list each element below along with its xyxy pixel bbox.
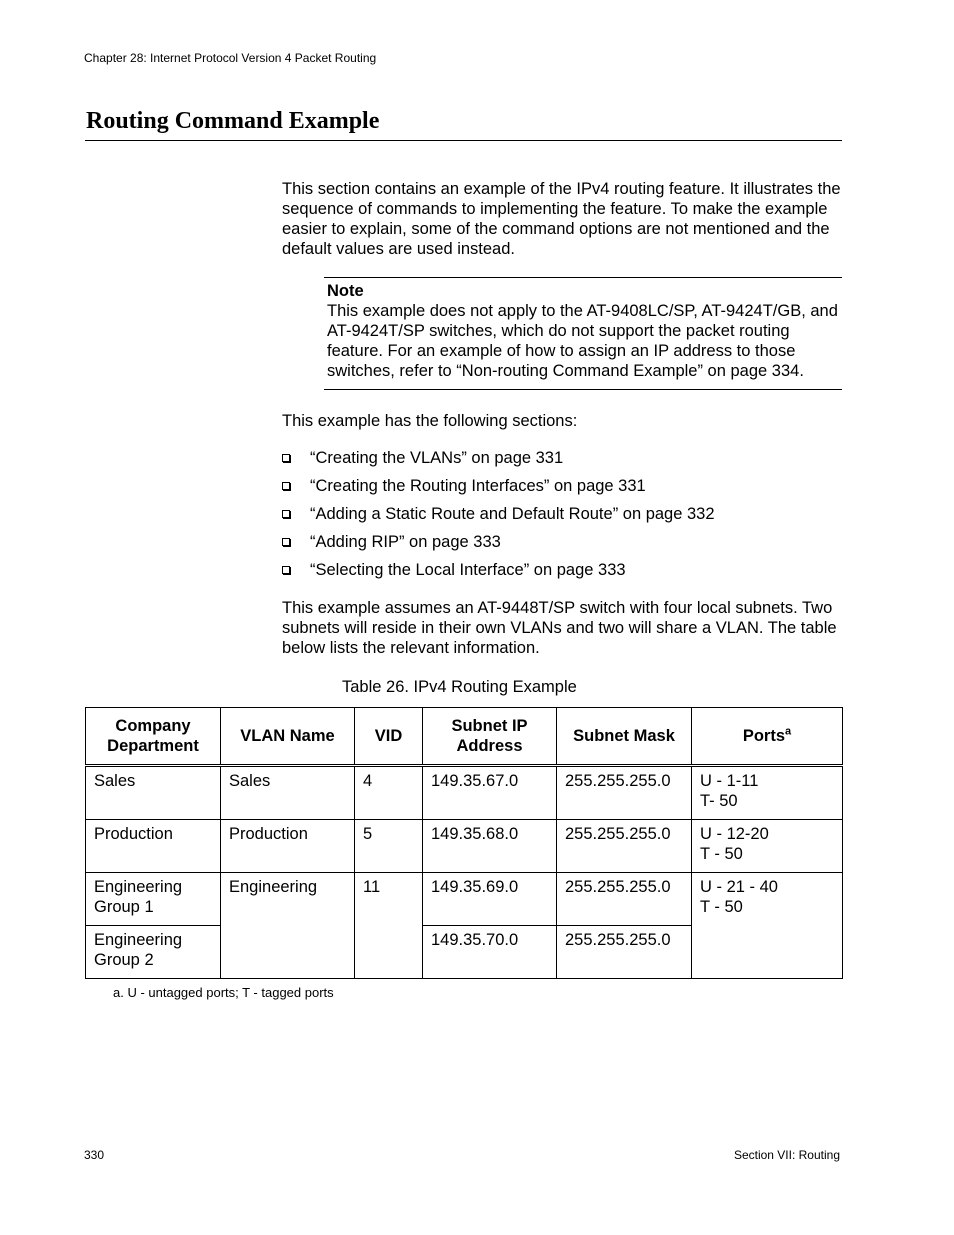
table-header-row [86, 708, 843, 766]
table-row [86, 820, 843, 873]
table-caption: Table 26. IPv4 Routing Example [342, 678, 577, 696]
list-item-text[interactable]: “Creating the Routing Interfaces” on page 331 [310, 477, 646, 495]
running-header: Chapter 28: Internet Protocol Version 4 Packet Routing [84, 51, 377, 65]
cell-ports: U - 1-11 T- 50 [692, 766, 843, 820]
checkbox-bullet-icon [282, 454, 290, 462]
header-ports [692, 708, 843, 766]
list-item [282, 476, 715, 504]
header-subnet-mask: Subnet Mask [557, 708, 692, 766]
table-row [86, 766, 843, 820]
header-vid: VID [355, 708, 423, 766]
table-footnote: a. U - untagged ports; T - tagged ports [113, 985, 334, 1000]
assumption-paragraph: This example assumes an AT-9448T/SP switch with four local subnets. Two subnets will reside in their own VLANs and two will share a VLAN. The table below lists the relevant information. [282, 599, 837, 657]
cell-subnet-mask: 255.255.255.0 [557, 926, 692, 979]
routing-table [85, 707, 843, 979]
header-vlan-name: VLAN Name [221, 708, 355, 766]
running-footer: Section VII: Routing [733, 1148, 840, 1162]
list-item [282, 560, 715, 588]
footnote-marker: a [785, 725, 792, 738]
cell-subnet-mask: 255.255.255.0 [557, 766, 692, 820]
sections-list [282, 448, 715, 588]
list-item-text[interactable]: “Creating the VLANs” on page 331 [310, 449, 564, 467]
list-item-text[interactable]: “Adding RIP” on page 333 [310, 533, 501, 551]
checkbox-bullet-icon [282, 510, 290, 518]
cell-subnet-mask: 255.255.255.0 [557, 873, 692, 926]
cell-department: Engineering Group 1 [86, 873, 221, 926]
cell-department: Production [86, 820, 221, 873]
checkbox-bullet-icon [282, 482, 290, 490]
cell-ports: U - 21 - 40 T - 50 [692, 873, 843, 979]
checkbox-bullet-icon [282, 566, 290, 574]
cell-vlan-name: Production [221, 820, 355, 873]
cell-ports: U - 12-20 T - 50 [692, 820, 843, 873]
checkbox-bullet-icon [282, 538, 290, 546]
cell-department: Engineering Group 2 [86, 926, 221, 979]
header-ports-label: Ports [742, 727, 786, 745]
cell-vid: 11 [355, 873, 423, 979]
cell-vid: 5 [355, 820, 423, 873]
list-item-text[interactable]: “Selecting the Local Interface” on page 333 [310, 561, 626, 579]
title-rule [85, 140, 842, 141]
cell-subnet-ip: 149.35.68.0 [423, 820, 557, 873]
section-title: Routing Command Example [86, 108, 380, 134]
cell-subnet-mask: 255.255.255.0 [557, 820, 692, 873]
list-item-text[interactable]: “Adding a Static Route and Default Route” on page 332 [310, 505, 715, 523]
header-department: Company Department [86, 708, 221, 766]
intro-paragraph: This section contains an example of the IPv4 routing feature. It illustrates the sequence of commands to implementing the feature. To make the example easier to explain, some of the command options are not mentioned and the default values are used instead. [282, 180, 841, 258]
cell-subnet-ip: 149.35.67.0 [423, 766, 557, 820]
cell-vlan-name: Sales [221, 766, 355, 820]
list-item [282, 504, 715, 532]
list-item [282, 448, 715, 476]
cell-department: Sales [86, 766, 221, 820]
note-title: Note [327, 282, 364, 300]
list-item [282, 532, 715, 560]
cell-vid: 4 [355, 766, 423, 820]
note-box [324, 277, 842, 390]
sections-intro: This example has the following sections: [282, 412, 578, 430]
cell-subnet-ip: 149.35.70.0 [423, 926, 557, 979]
cell-vlan-name: Engineering [221, 873, 355, 979]
note-text: This example does not apply to the AT-9408LC/SP, AT-9424T/GB, and AT-9424T/SP switches, which do not support the packet routing feature. For an example of how to assign an IP address to those switches, refer to “Non-routing Command Example” on page 334. [327, 302, 838, 380]
cell-subnet-ip: 149.35.69.0 [423, 873, 557, 926]
header-subnet-ip: Subnet IP Address [423, 708, 557, 766]
page-number: 330 [84, 1148, 105, 1162]
table-row [86, 873, 843, 926]
